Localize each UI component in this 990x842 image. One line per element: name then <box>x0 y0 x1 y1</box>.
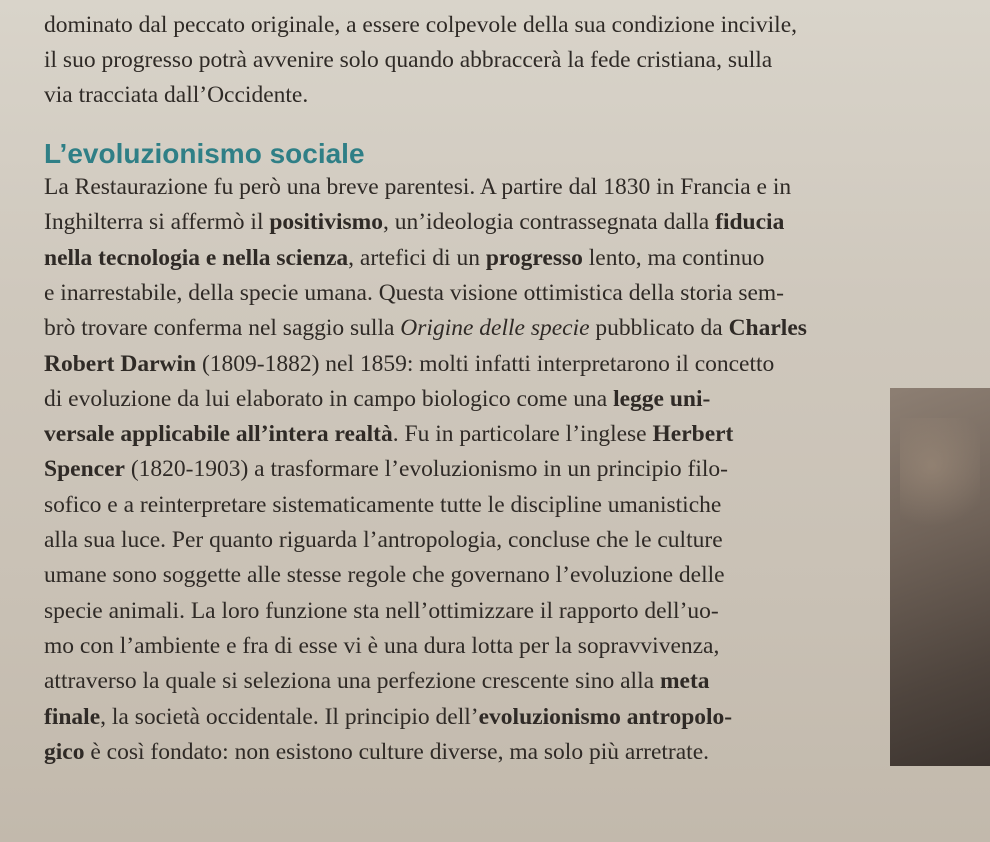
body-line <box>44 172 791 202</box>
bold-run: Spencer <box>44 456 125 483</box>
text-run: attraverso la quale si seleziona una perfezione crescente sino alla <box>44 668 660 695</box>
bold-run: positivismo <box>269 209 383 236</box>
body-line <box>44 631 719 661</box>
intro-line: dominato dal peccato originale, a essere colpevole della sua condizione incivile, <box>44 12 798 38</box>
text-run: di evoluzione da lui elaborato in campo biologico come una <box>44 385 614 412</box>
body-line <box>44 419 733 449</box>
body-line <box>44 207 784 237</box>
text-run: sofico e a reinterpretare sistematicamente tutte le discipline umanistiche <box>44 491 722 518</box>
bold-run: fiducia <box>715 209 785 236</box>
text-run: , la società occidentale. Il principio dell’ <box>100 703 479 730</box>
section-heading: L’evoluzionismo sociale <box>44 138 365 169</box>
body-line <box>44 702 732 732</box>
text-run: è così fondato: non esistono culture diverse, ma solo più arretrate. <box>84 738 709 765</box>
body-line <box>44 313 807 343</box>
body-line <box>44 596 719 626</box>
bold-run: Charles <box>728 315 807 342</box>
intro-line: il suo progresso potrà avvenire solo quando abbraccerà la fede cristiana, sulla <box>44 47 773 73</box>
body-line <box>44 243 764 273</box>
body-line <box>44 560 725 590</box>
body-line <box>44 737 709 767</box>
body-line <box>44 490 721 520</box>
body-line <box>44 384 710 414</box>
body-line <box>44 278 784 308</box>
text-run: (1820-1903) a trasformare l’evoluzionismo in un principio filo- <box>124 456 728 483</box>
body-line <box>44 454 728 484</box>
body-line <box>44 349 774 379</box>
bold-run: Robert Darwin <box>44 350 197 377</box>
text-run: (1809-1882) nel 1859: molti infatti interpretarono il concetto <box>196 350 775 377</box>
bold-run: progresso <box>485 244 583 271</box>
bold-run: legge uni- <box>613 385 711 412</box>
text-run: lento, ma continuo <box>582 244 765 271</box>
bold-run: gico <box>44 738 85 765</box>
text-run: , artefici di un <box>348 244 486 271</box>
bold-run: Herbert <box>652 421 734 448</box>
text-run: specie animali. La loro funzione sta nell’ottimizzare il rapporto dell’uo- <box>44 597 719 624</box>
text-run: mo con l’ambiente e fra di esse vi è una dura lotta per la sopravvivenza, <box>44 632 720 659</box>
italic-run: Origine delle specie <box>400 315 590 342</box>
body-line <box>44 525 723 555</box>
body-line <box>44 666 710 696</box>
text-run: brò trovare conferma nel saggio sulla <box>44 315 401 342</box>
text-run: e inarrestabile, della specie umana. Questa visione ottimistica della storia sem- <box>44 279 784 306</box>
bold-run: versale applicabile all’intera realtà <box>44 421 393 448</box>
side-photo <box>890 388 990 766</box>
text-run: . Fu in particolare l’inglese <box>392 421 653 448</box>
bold-run: finale <box>44 703 101 730</box>
text-run: umane sono soggette alle stesse regole che governano l’evoluzione delle <box>44 562 725 589</box>
text-run: La Restaurazione fu però una breve parentesi. A partire dal 1830 in Francia e in <box>44 174 792 200</box>
text-run: , un’ideologia contrassegnata dalla <box>382 209 716 236</box>
text-run: alla sua luce. Per quanto riguarda l’antropologia, concluse che le culture <box>44 527 723 553</box>
intro-line: via tracciata dall’Occidente. <box>44 82 309 108</box>
bold-run: evoluzionismo antropolo- <box>478 703 733 730</box>
text-run: Inghilterra si affermò il <box>44 209 270 236</box>
bold-run: nella tecnologia e nella scienza <box>44 244 349 271</box>
text-run: pubblicato da <box>589 315 729 342</box>
bold-run: meta <box>659 668 710 695</box>
